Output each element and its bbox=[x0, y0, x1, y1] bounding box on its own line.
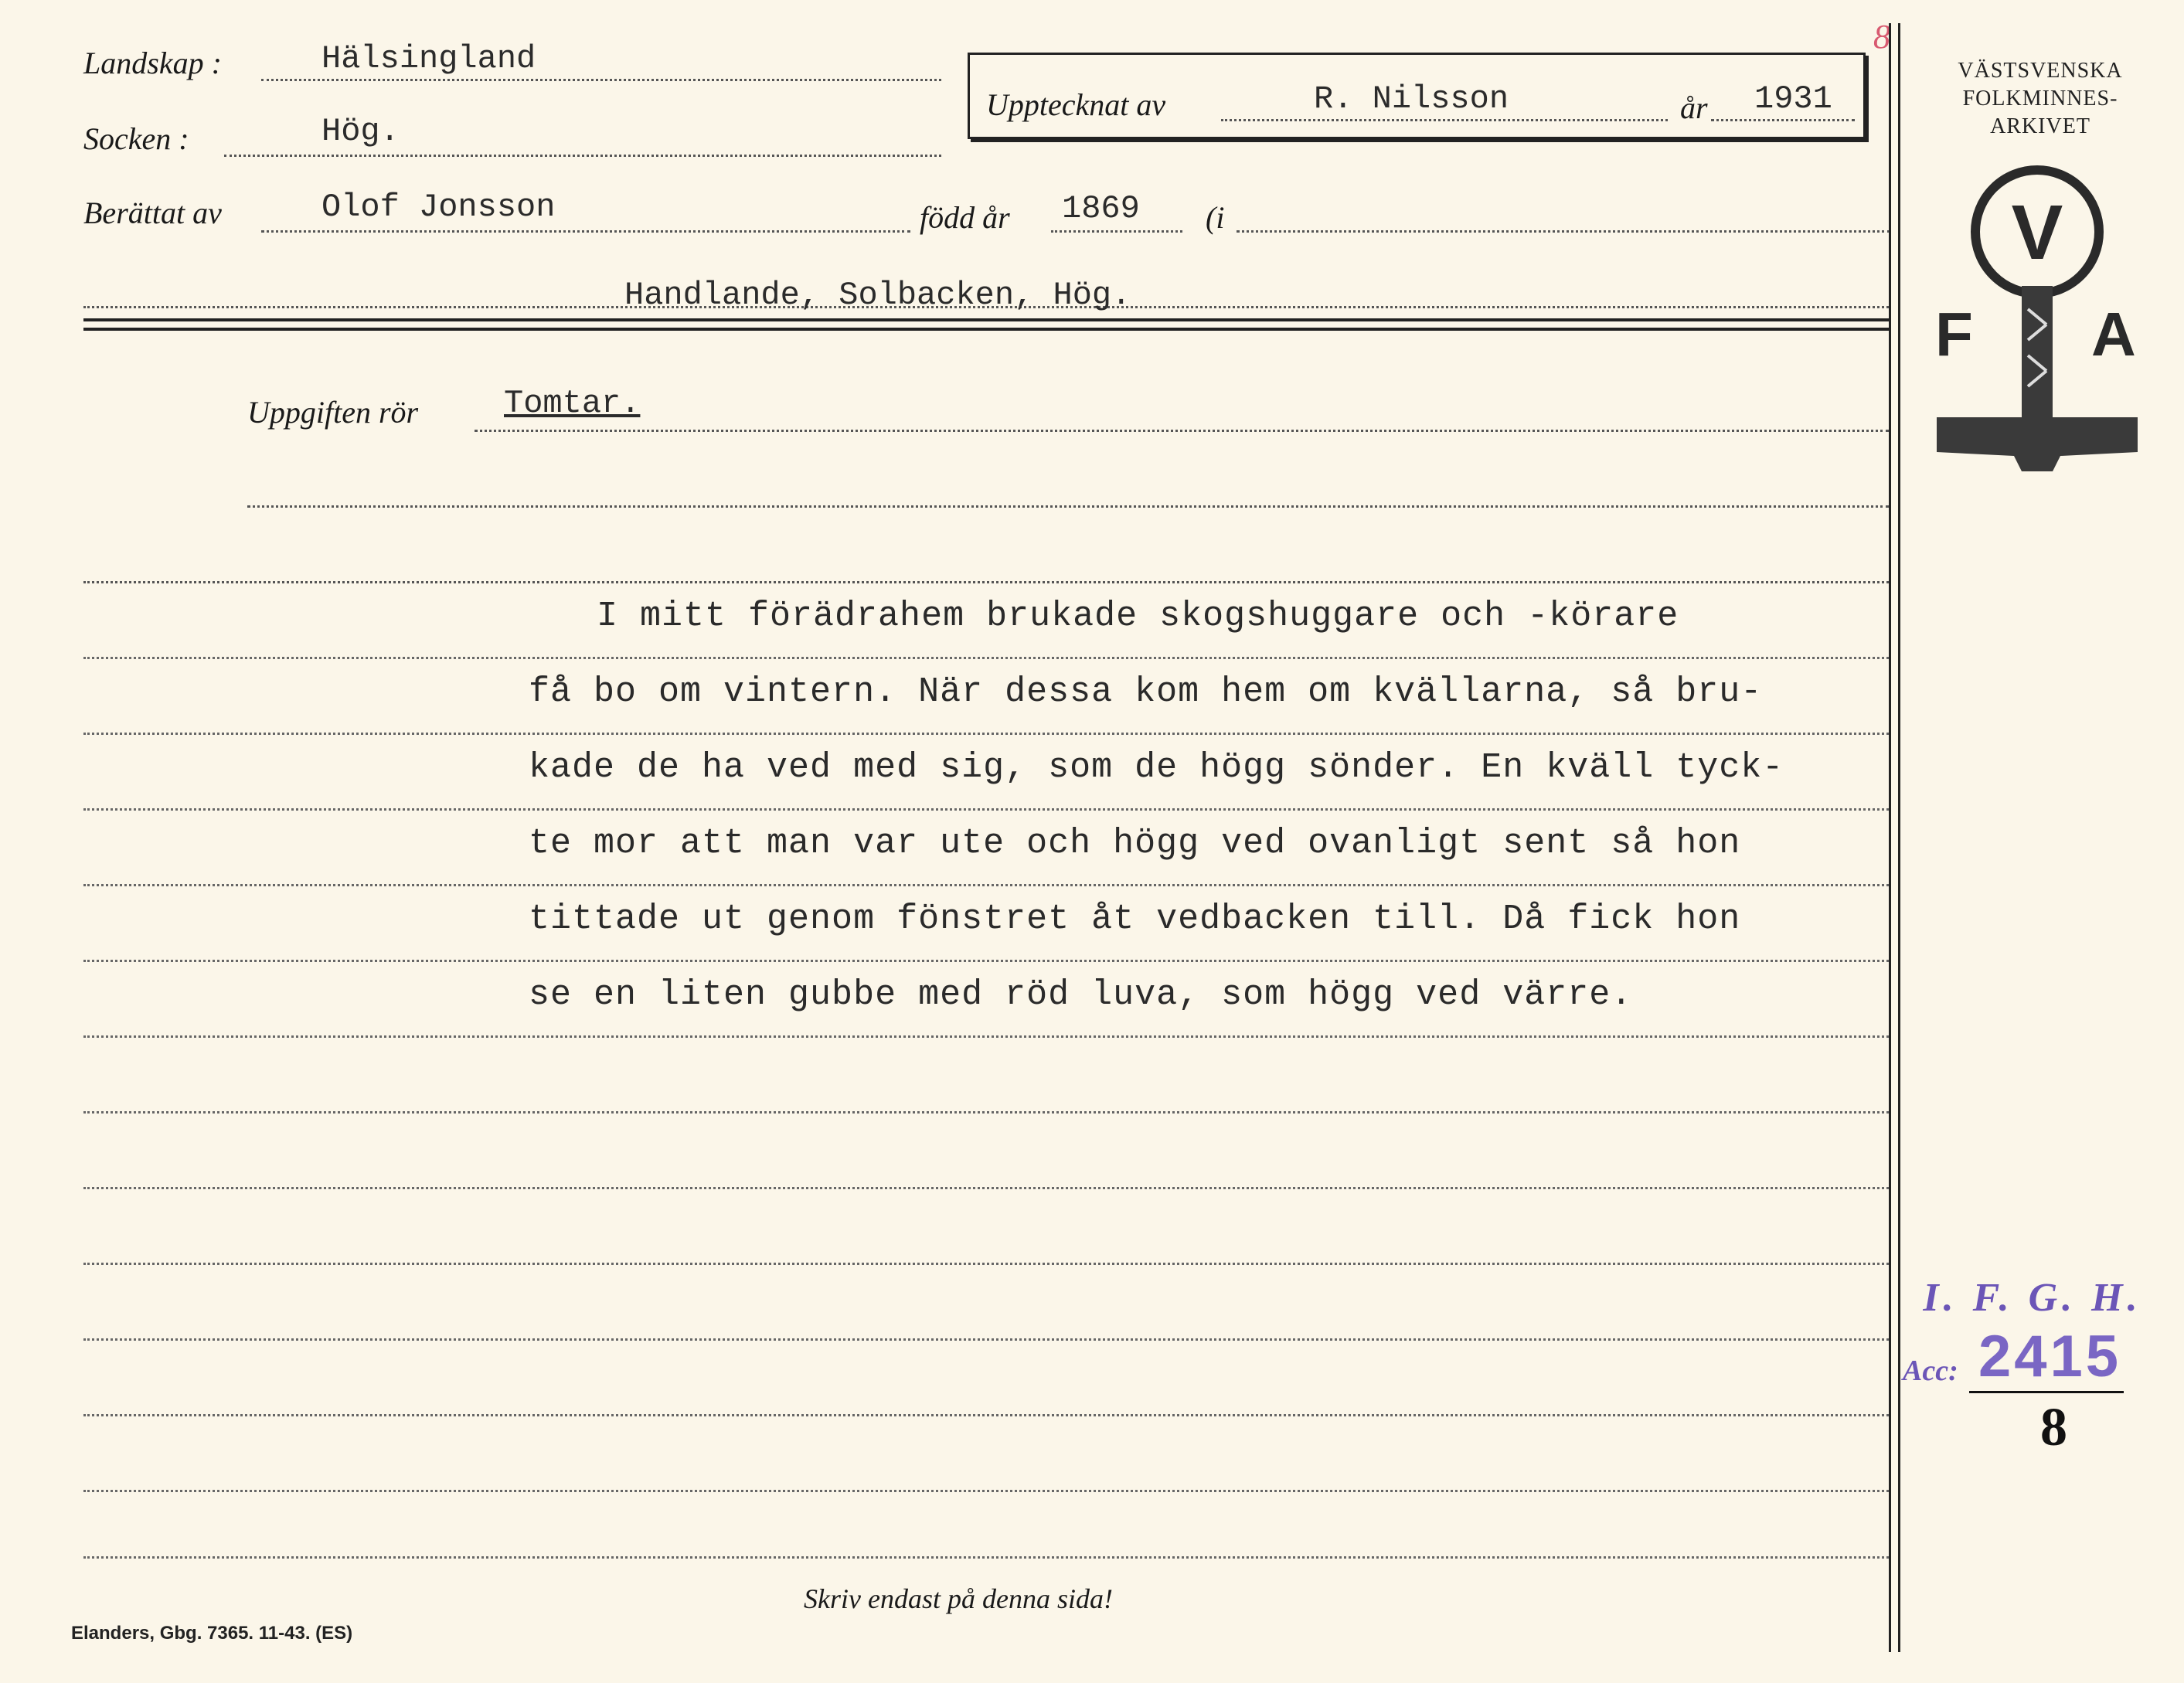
accession-label: Acc: bbox=[1903, 1355, 1958, 1387]
archive-hammer-logo bbox=[1906, 155, 2169, 479]
logo-hammer-head bbox=[1937, 417, 2138, 471]
body-line bbox=[83, 808, 1889, 811]
body-line bbox=[83, 1187, 1889, 1189]
subject-dotted-line bbox=[475, 430, 1889, 432]
landskap-label: Landskap : bbox=[83, 46, 222, 80]
logo-v-letter: V bbox=[2011, 189, 2063, 276]
body-text-line-5: tittade ut genom fönstret åt vedbacken till. Då fick hon bbox=[529, 899, 1741, 939]
ar-dotted-line bbox=[1711, 119, 1855, 121]
archive-name-line-1: VÄSTSVENSKA bbox=[1958, 59, 2123, 83]
card-number: 8 bbox=[2040, 1398, 2067, 1457]
berattat-label: Berättat av bbox=[83, 196, 222, 230]
archive-name-line-2: FOLKMINNES- bbox=[1962, 87, 2118, 110]
subject-label: Uppgiften rör bbox=[247, 395, 419, 430]
fodd-label: född år bbox=[920, 200, 1010, 235]
body-line bbox=[83, 1035, 1889, 1038]
accession-underline bbox=[1969, 1391, 2124, 1393]
berattat-dotted-line bbox=[261, 230, 910, 233]
berattat-value: Olof Jonsson bbox=[321, 189, 556, 226]
address-value: Handlande, Solbacken, Hög. bbox=[624, 277, 1131, 314]
body-text-line-2: få bo om vintern. När dessa kom hem om kvällarna, så bru- bbox=[529, 672, 1763, 712]
footer-instruction: Skriv endast på denna sida! bbox=[804, 1583, 1113, 1614]
margin-rule-right bbox=[1898, 23, 1900, 1652]
body-line bbox=[83, 657, 1889, 659]
body-line bbox=[83, 1111, 1889, 1114]
fodd-dotted-line bbox=[1051, 230, 1182, 233]
upptecknat-value: R. Nilsson bbox=[1314, 80, 1509, 117]
body-line bbox=[83, 1338, 1889, 1341]
archive-name-line-3: ARKIVET bbox=[1990, 114, 2090, 138]
ar-value: 1931 bbox=[1754, 80, 1832, 117]
body-text-line-1: I mitt förädrahem brukade skogshuggare och -körare bbox=[597, 597, 1679, 636]
logo-f-letter: F bbox=[1935, 300, 1973, 369]
body-line bbox=[83, 1263, 1889, 1265]
accession-number: 2415 bbox=[1978, 1324, 2122, 1389]
header-rule-bottom bbox=[83, 328, 1889, 331]
socken-dotted-line bbox=[224, 155, 941, 157]
body-line bbox=[83, 884, 1889, 886]
socken-value: Hög. bbox=[321, 113, 400, 150]
printer-imprint: Elanders, Gbg. 7365. 11-43. (ES) bbox=[71, 1623, 353, 1644]
fodd-place-open: (i bbox=[1206, 200, 1225, 235]
blank-dotted-line bbox=[83, 581, 1889, 583]
logo-hammer-shaft bbox=[2022, 286, 2053, 417]
body-line bbox=[83, 960, 1889, 962]
body-line bbox=[83, 1414, 1889, 1416]
upptecknat-dotted-line bbox=[1221, 119, 1668, 121]
logo-a-letter: A bbox=[2091, 300, 2136, 369]
subject-value: Tomtar. bbox=[504, 385, 641, 422]
corner-page-number: 8 bbox=[1873, 18, 1890, 56]
upptecknat-label: Upptecknat av bbox=[986, 87, 1166, 122]
header-rule-top bbox=[83, 318, 1889, 321]
body-text-line-3: kade de ha ved med sig, som de högg sönder. En kväll tyck- bbox=[529, 748, 1784, 787]
institute-stamp: I. F. G. H. bbox=[1923, 1276, 2142, 1320]
subject-dotted-line-2 bbox=[247, 505, 1889, 508]
landskap-dotted-line bbox=[261, 79, 941, 81]
fodd-place-dotted-line bbox=[1237, 230, 1890, 233]
socken-label: Socken : bbox=[83, 121, 189, 156]
body-line bbox=[83, 1556, 1889, 1559]
fodd-value: 1869 bbox=[1062, 190, 1140, 227]
ar-label: år bbox=[1680, 90, 1708, 125]
body-text-line-4: te mor att man var ute och högg ved ovanligt sent så hon bbox=[529, 824, 1741, 863]
margin-rule-left bbox=[1889, 23, 1891, 1652]
landskap-value: Hälsingland bbox=[321, 40, 536, 77]
body-line bbox=[83, 1490, 1889, 1492]
body-text-line-6: se en liten gubbe med röd luva, som högg ved värre. bbox=[529, 975, 1633, 1015]
body-line bbox=[83, 733, 1889, 735]
